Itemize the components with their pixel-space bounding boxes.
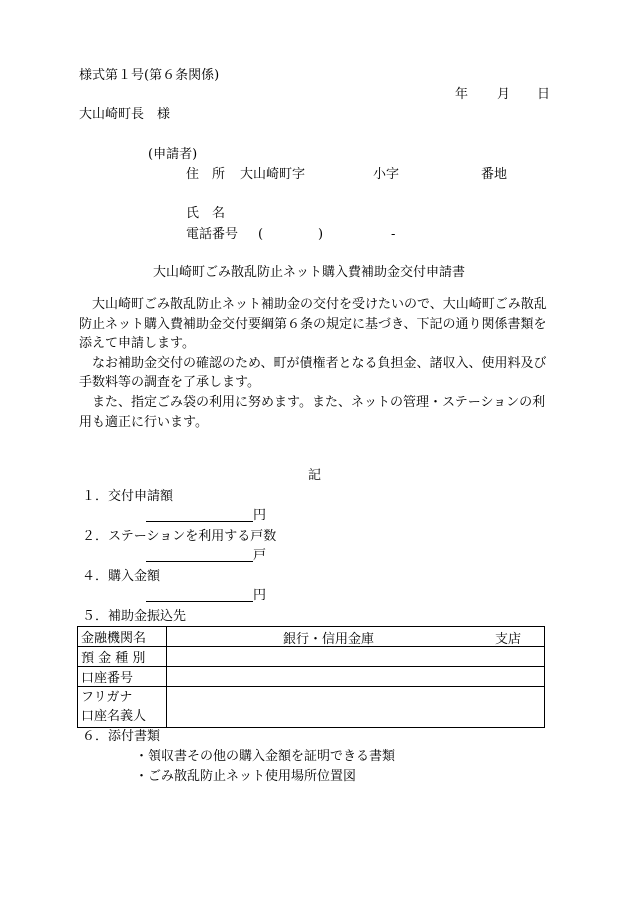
date-year: 年 bbox=[455, 87, 469, 102]
institution-label: 金融機関名 bbox=[78, 627, 167, 647]
holder-label-cell bbox=[78, 687, 167, 728]
holder-value bbox=[167, 687, 545, 728]
table-row bbox=[78, 687, 545, 728]
item2-underline bbox=[146, 561, 253, 562]
ki-heading: 記 bbox=[308, 468, 322, 483]
form-number: 様式第１号(第６条関係) bbox=[79, 68, 220, 83]
phone-paren-close: ) bbox=[318, 227, 324, 242]
body-paragraph-2: なお補助金交付の確認のため、町が債権者となる負担金、諸収入、使用料及び手数料等の調査を了承します。 bbox=[79, 355, 547, 391]
institution-value bbox=[167, 627, 545, 647]
item1-unit: 円 bbox=[253, 508, 267, 523]
attachment-item: ・領収書その他の購入金額を証明できる書類 bbox=[135, 749, 396, 764]
banchi-label: 番地 bbox=[481, 167, 508, 182]
date-month: 月 bbox=[497, 87, 511, 102]
addressee: 大山崎町長 様 bbox=[79, 107, 171, 122]
date-day: 日 bbox=[537, 87, 551, 102]
body-text bbox=[79, 295, 553, 432]
item4-label: ４．購入金額 bbox=[82, 569, 161, 584]
deposit-type-value bbox=[167, 647, 545, 667]
name-label: 氏 名 bbox=[186, 206, 226, 221]
deposit-type-label: 預 金 種 別 bbox=[78, 647, 167, 667]
applicant-heading: (申請者) bbox=[148, 147, 198, 162]
bank-account-table bbox=[77, 626, 545, 728]
phone-label: 電話番号 bbox=[186, 227, 239, 242]
phone-paren-open: ( bbox=[258, 227, 264, 242]
item2-unit: 戸 bbox=[253, 548, 267, 563]
koaza-label: 小字 bbox=[373, 167, 400, 182]
table-row bbox=[78, 667, 545, 687]
attachment-item: ・ごみ散乱防止ネット使用場所位置図 bbox=[135, 769, 357, 784]
document-title: 大山崎町ごみ散乱防止ネット購入費補助金交付申請書 bbox=[153, 265, 466, 280]
body-paragraph-3: また、指定ごみ袋の利用に努めます。また、ネットの管理・ステーションの利用も適正に行います。 bbox=[79, 394, 546, 430]
body-paragraph-1: 大山崎町ごみ散乱防止ネット補助金の交付を受けたいので、大山崎町ごみ散乱防止ネット購入費補助金交付要綱第６条の規定に基づき、下記の通り関係書類を添えて申請します。 bbox=[79, 297, 547, 352]
table-row bbox=[78, 647, 545, 667]
item2-label: ２．ステーションを利用する戸数 bbox=[82, 529, 277, 544]
branch-label: 支店 bbox=[495, 632, 522, 647]
account-number-label: 口座番号 bbox=[78, 667, 167, 687]
holder-label: 口座名義人 bbox=[81, 709, 147, 724]
table-row bbox=[78, 627, 545, 647]
attachments-label: ６．添付書類 bbox=[82, 729, 161, 744]
address-prefix: 大山崎町字 bbox=[240, 167, 306, 182]
furigana-label: フリガナ bbox=[81, 690, 133, 705]
item5-label: ５．補助金振込先 bbox=[82, 609, 187, 624]
item1-underline bbox=[146, 521, 253, 522]
address-label: 住 所 bbox=[186, 167, 226, 182]
item1-label: １．交付申請額 bbox=[82, 489, 174, 504]
phone-dash: - bbox=[391, 227, 396, 242]
account-number-value bbox=[167, 667, 545, 687]
item4-unit: 円 bbox=[253, 588, 267, 603]
item4-underline bbox=[146, 601, 253, 602]
bank-types: 銀行・信用金庫 bbox=[283, 632, 375, 647]
